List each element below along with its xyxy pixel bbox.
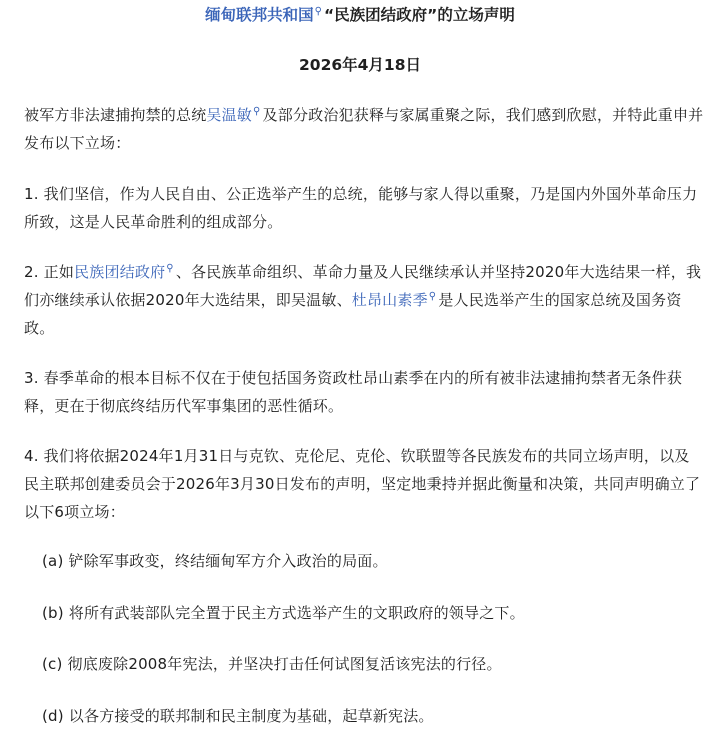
point-1: 1. 我们坚信，作为人民自由、公正选举产生的总统，能够与家人得以重聚，乃是国内外国外革命压力所致，这是人民革命胜利的组成部分。 (24, 185, 698, 231)
point-2-mid: 、各民族革命组织、革命力量及人民继续承认并坚持2020年大选结果一样，我们亦继续承认依据2020年大选结果，即吴温敏、 (24, 263, 702, 309)
point-3: 3. 春季革命的根本目标不仅在于使包括国务资政杜昂山素季在内的所有被非法逮捕拘禁者无条件获释，更在于彻底终结历代军事集团的恶性循环。 (24, 369, 683, 415)
document-title (0, 4, 720, 26)
point-2 (24, 258, 704, 342)
list-item-d: (d) 以各方接受的联邦制和民主制度为基础，起草新宪法。 (42, 707, 434, 725)
title-quote-open: “ (323, 6, 335, 24)
document-date: 2026年4月18日 (299, 56, 421, 74)
intro-text-post: 及部分政治犯获释与家属重聚之际，我们感到欣慰，并特此重申并发布以下立场： (24, 106, 704, 152)
list-item-b: (b) 将所有武装部队完全置于民主方式选举产生的文职政府的领导之下。 (42, 604, 525, 622)
search-icon[interactable]: ⚲ (314, 5, 322, 17)
search-icon[interactable]: ⚲ (253, 106, 261, 117)
list-item-a: (a) 铲除军事政变，终结缅甸军方介入政治的局面。 (42, 552, 388, 570)
title-nug: 民族团结政府 (334, 6, 428, 24)
point-4: 4. 我们将依据2024年1月31日与克钦、克伦尼、克伦、钦联盟等各民族发布的共同立场声明，以及民主联邦创建委员会于2026年3月30日发布的声明，坚定地秉持并据此衡量和决策，共同声明确立了以下6项立场： (24, 447, 701, 521)
title-suffix: 的立场声明 (437, 6, 515, 24)
intro-paragraph (24, 101, 704, 157)
link-aung-san-suu-kyi[interactable]: 杜昂山素季 (351, 291, 428, 309)
search-icon[interactable]: ⚲ (166, 263, 174, 274)
link-nug[interactable]: 民族团结政府 (74, 263, 166, 281)
title-quote-close: ” (427, 6, 438, 24)
title-country[interactable]: 缅甸联邦共和国 (205, 6, 314, 24)
point-2-post: 是人民选举产生的国家总统及国务资政。 (24, 291, 682, 337)
point-2-pre: 2. 正如 (24, 263, 75, 281)
link-win-myint[interactable]: 吴温敏 (206, 106, 253, 124)
intro-text-pre: 被军方非法逮捕拘禁的总统 (24, 106, 207, 124)
search-icon[interactable]: ⚲ (428, 291, 437, 302)
list-item-c: (c) 彻底废除2008年宪法，并坚决打击任何试图复活该宪法的行径。 (42, 655, 502, 673)
